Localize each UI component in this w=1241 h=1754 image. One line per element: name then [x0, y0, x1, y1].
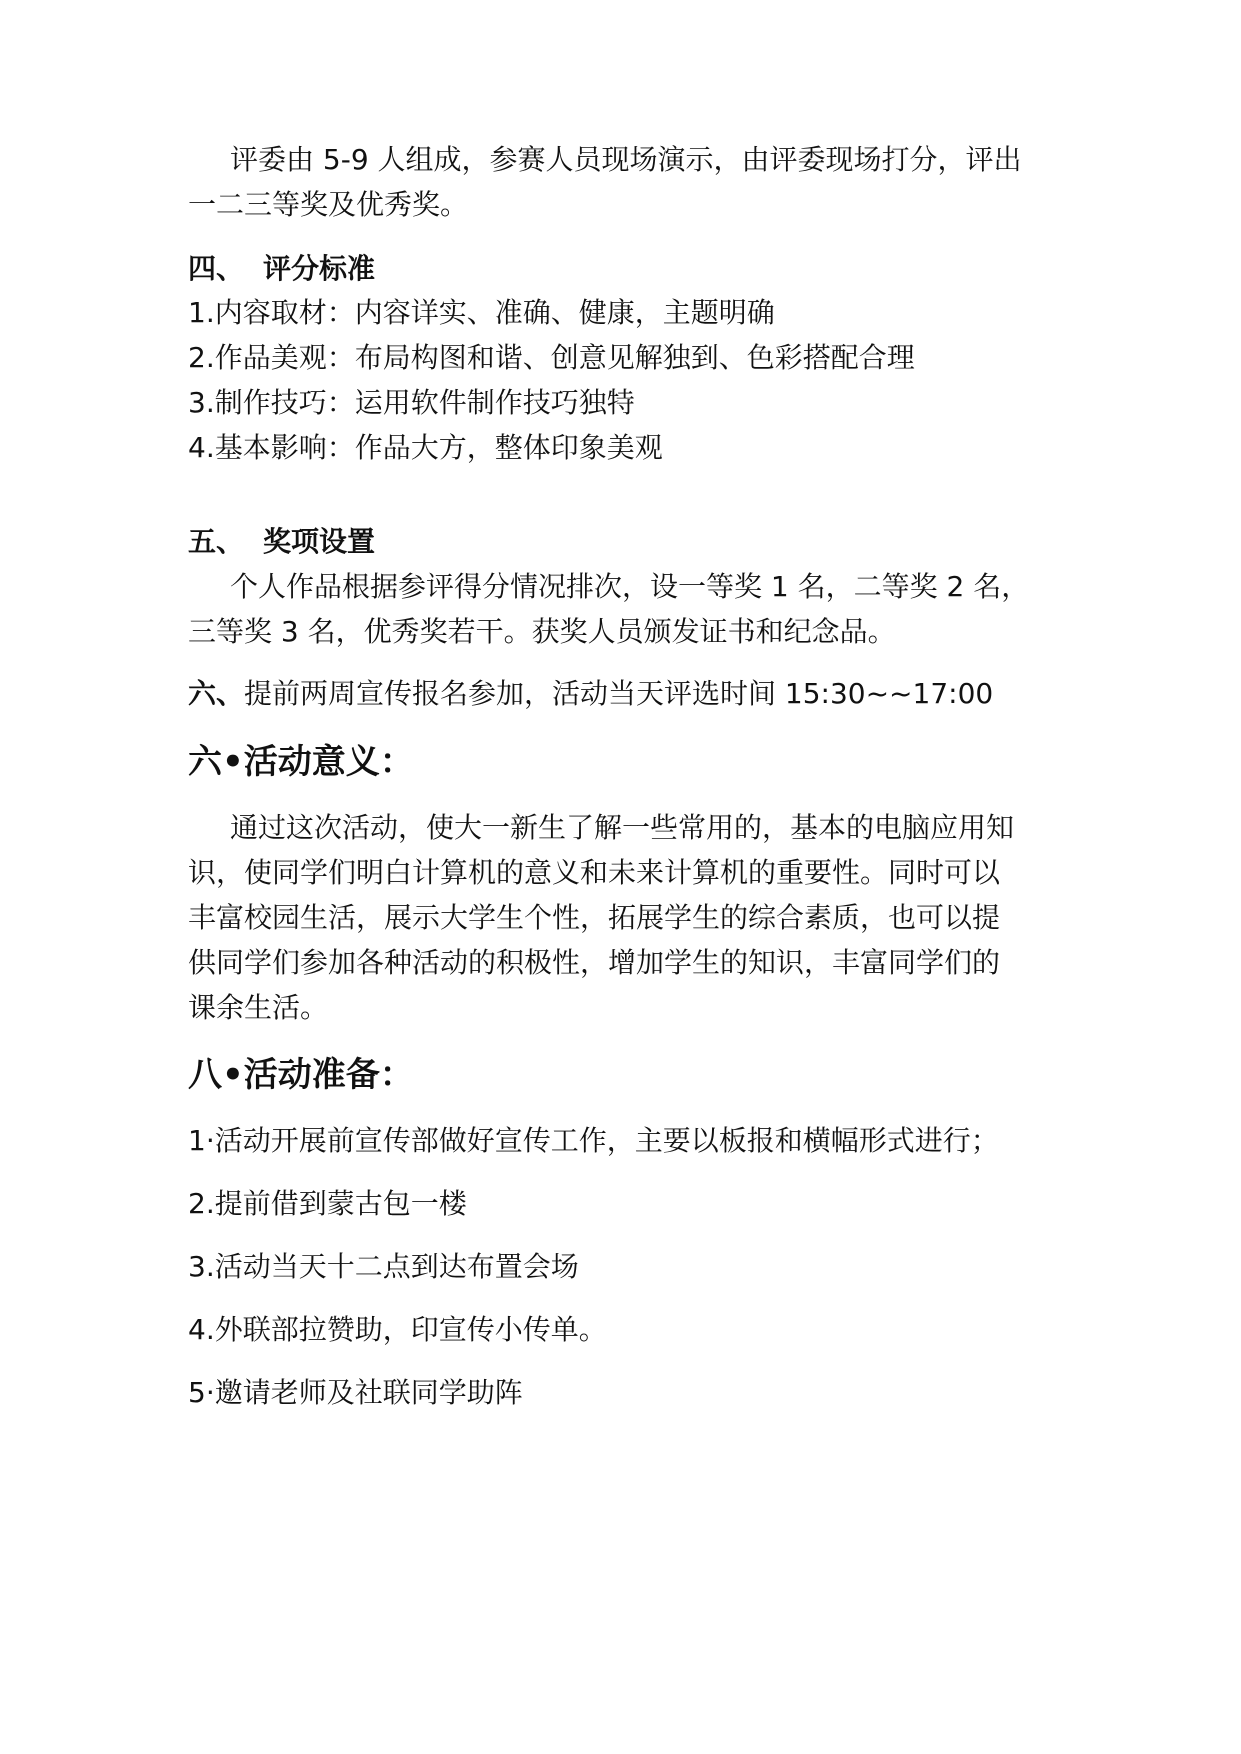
section-four-heading	[188, 249, 1068, 289]
prep-item-4: 4.外联部拉赞助，印宣传小传单。	[188, 1313, 607, 1346]
meaning-heading: 六•活动意义：	[188, 742, 414, 782]
meaning-line-1: 通过这次活动，使大一新生了解一些常用的，基本的电脑应用知	[230, 811, 1015, 844]
schedule-line	[188, 674, 1068, 714]
scoring-item-2: 2.作品美观：布局构图和谐、创意见解独到、色彩搭配合理	[188, 341, 915, 374]
section-five-number: 五、	[188, 525, 245, 558]
schedule-number: 六、	[188, 677, 245, 710]
awards-para-line-2: 三等奖 3 名，优秀奖若干。获奖人员颁发证书和纪念品。	[188, 615, 896, 648]
scoring-item-4: 4.基本影响：作品大方，整体印象美观	[188, 431, 663, 464]
section-four-number: 四、	[188, 252, 245, 285]
prep-item-5: 5·邀请老师及社联同学助阵	[188, 1376, 523, 1409]
scoring-item-1: 1.内容取材：内容详实、准确、健康，主题明确	[188, 296, 775, 329]
judges-para-line-1: 评委由 5-9 人组成，参赛人员现场演示，由评委现场打分，评出	[230, 143, 1022, 176]
section-five-title: 奖项设置	[263, 525, 376, 558]
prep-item-1: 1·活动开展前宣传部做好宣传工作，主要以板报和横幅形式进行；	[188, 1124, 999, 1157]
meaning-line-4: 供同学们参加各种活动的积极性，增加学生的知识，丰富同学们的	[188, 946, 1001, 979]
scoring-item-3: 3.制作技巧：运用软件制作技巧独特	[188, 386, 635, 419]
prep-heading: 八•活动准备：	[188, 1055, 414, 1095]
judges-para-line-2: 一二三等奖及优秀奖。	[188, 188, 469, 221]
section-four-title: 评分标准	[263, 252, 376, 285]
prep-item-3: 3.活动当天十二点到达布置会场	[188, 1250, 579, 1283]
awards-para-line-1: 个人作品根据参评得分情况排次，设一等奖 1 名，二等奖 2 名，	[230, 570, 1030, 603]
meaning-line-2: 识，使同学们明白计算机的意义和未来计算机的重要性。同时可以	[188, 856, 1001, 889]
prep-item-2: 2.提前借到蒙古包一楼	[188, 1187, 467, 1220]
meaning-line-3: 丰富校园生活，展示大学生个性，拓展学生的综合素质，也可以提	[188, 901, 1001, 934]
schedule-text: 提前两周宣传报名参加，活动当天评选时间 15:30~~17:00	[244, 677, 994, 710]
section-five-heading	[188, 522, 1068, 562]
meaning-line-5: 课余生活。	[188, 991, 329, 1024]
